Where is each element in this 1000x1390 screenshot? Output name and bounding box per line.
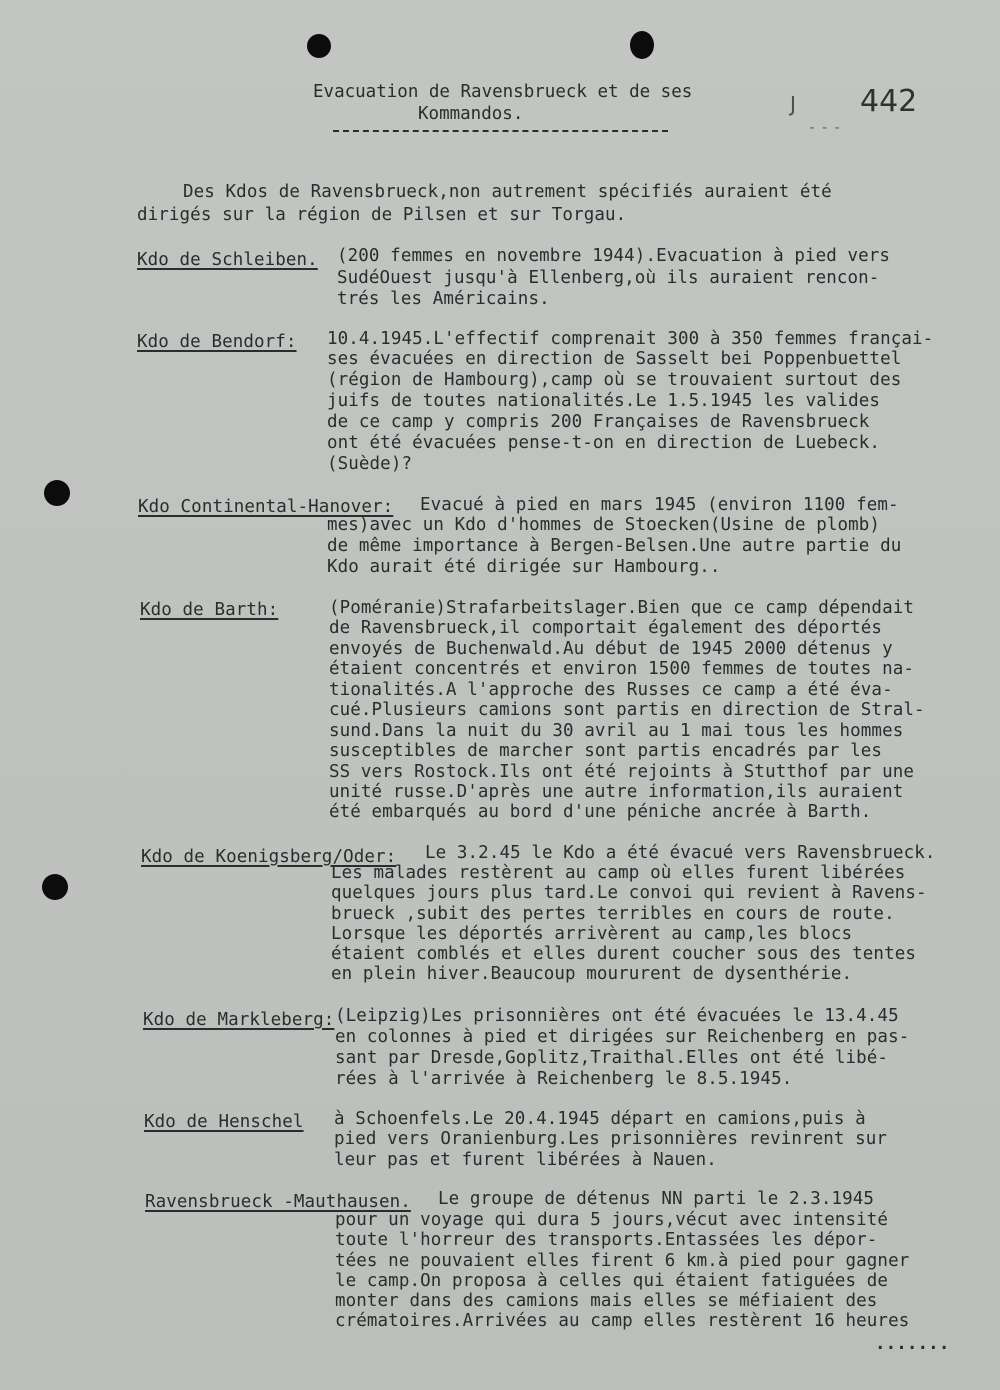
section-line: brueck ,subit des pertes terribles en cours de route. <box>331 904 895 924</box>
continuation-dots: ....... <box>875 1334 950 1354</box>
section-line: ses évacuées en direction de Sasselt bei Poppenbuettel <box>327 349 902 369</box>
section-line: tionalités.A l'approche des Russes ce camp a été éva- <box>329 680 893 700</box>
punch-hole-top-left <box>307 34 331 58</box>
section-line: (Suède)? <box>327 454 413 474</box>
section-label: Kdo Continental-Hanover: <box>138 497 394 517</box>
section-line: de ce camp y compris 200 Françaises de Ravensbrueck <box>327 412 870 432</box>
section-line: SudéOuest jusqu'à Ellenberg,où ils auraient rencon- <box>337 268 880 288</box>
section-line: sant par Dresde,Goplitz,Traithal.Elles ont été libé- <box>335 1048 889 1068</box>
section-line: Les malades restèrent au camp où elles furent libérées <box>331 863 906 883</box>
section-line: de même importance à Bergen-Belsen.Une autre partie du <box>327 536 902 556</box>
section-line: à Schoenfels.Le 20.4.1945 départ en camions,puis à <box>334 1109 866 1129</box>
section-line: (Poméranie)Strafarbeitslager.Bien que ce camp dépendait <box>329 598 914 618</box>
section-label: Kdo de Barth: <box>140 600 279 620</box>
section-line: Kdo aurait été dirigée sur Hambourg.. <box>327 557 721 577</box>
section-label: Kdo de Koenigsberg/Oder: <box>141 847 397 867</box>
section-line: en colonnes à pied et dirigées sur Reichenberg en pas- <box>335 1027 910 1047</box>
section-line: (région de Hambourg),camp où se trouvaient surtout des <box>327 370 902 390</box>
section-line: toute l'horreur des transports.Entassées les dépor- <box>335 1230 878 1250</box>
section-line: pour un voyage qui dura 5 jours,vécut avec intensité <box>335 1210 889 1230</box>
section-label: Ravensbrueck -Mauthausen. <box>145 1192 411 1212</box>
section-line: SS vers Rostock.Ils ont été rejoints à Stutthof par une <box>329 762 914 782</box>
section-line: juifs de toutes nationalités.Le 1.5.1945 les valides <box>327 391 881 411</box>
section-line: étaient concentrés et environ 1500 femmes de toutes na- <box>329 659 914 679</box>
section-line: unité russe.D'après une autre information,ils auraient <box>329 782 904 802</box>
section-line: trés les Américains. <box>337 289 550 309</box>
section-line: en plein hiver.Beaucoup moururent de dysenthérie. <box>331 964 853 984</box>
reference-dashes: --- <box>808 120 846 136</box>
section-line: monter dans des camions mais elles se méfiaient des <box>335 1291 878 1311</box>
section-line: Lorsque les déportés arrivèrent au camp,les blocs <box>331 924 853 944</box>
section-line: (200 femmes en novembre 1944).Evacuation à pied vers <box>337 246 891 266</box>
section-line: cué.Plusieurs camions sont partis en direction de Stral- <box>329 700 925 720</box>
punch-hole-top-right <box>630 31 654 59</box>
section-line: étaient comblés et elles durent coucher sous des tentes <box>331 944 916 964</box>
section-line: leur pas et furent libérées à Nauen. <box>334 1150 717 1170</box>
page-title-line1: Evacuation de Ravensbrueck et de ses <box>313 82 693 102</box>
section-line: Evacué à pied en mars 1945 (environ 1100 fem- <box>420 495 899 515</box>
reference-mark: J <box>790 92 796 116</box>
section-line: pied vers Oranienburg.Les prisonnières revinrent sur <box>334 1129 888 1149</box>
section-label: Kdo de Henschel <box>144 1112 304 1132</box>
intro-line: dirigés sur la région de Pilsen et sur Torgau. <box>137 205 627 225</box>
intro-line: Des Kdos de Ravensbrueck,non autrement spécifiés auraient été <box>183 182 832 202</box>
page-title-line2: Kommandos. <box>418 104 524 124</box>
section-line: mes)avec un Kdo d'hommes de Stoecken(Usine de plomb) <box>327 515 881 535</box>
section-line: Le groupe de détenus NN parti le 2.3.1945 <box>438 1189 875 1209</box>
section-line: de Ravensbrueck,il comportait également des déportés <box>329 618 883 638</box>
section-label: Kdo de Schleiben. <box>137 250 318 270</box>
punch-hole-left-2 <box>42 874 68 900</box>
section-line: quelques jours plus tard.Le convoi qui revient à Ravens- <box>331 883 927 903</box>
section-line: crématoires.Arrivées au camp elles restèrent 16 heures <box>335 1311 910 1331</box>
title-underline-rule <box>333 130 668 132</box>
section-line: Le 3.2.45 le Kdo a été évacué vers Ravensbrueck. <box>425 843 936 863</box>
section-line: susceptibles de marcher sont partis encadrés par les <box>329 741 883 761</box>
section-line: sund.Dans la nuit du 30 avril au 1 mai tous les hommes <box>329 721 904 741</box>
section-line: tées ne pouvaient elles firent 6 km.à pied pour gagner <box>335 1251 910 1271</box>
section-line: 10.4.1945.L'effectif comprenait 300 à 350 femmes françai- <box>327 329 934 349</box>
section-line: envoyés de Buchenwald.Au début de 1945 2000 détenus y <box>329 639 893 659</box>
reference-number: 442 <box>860 84 918 119</box>
section-line: été embarqués au bord d'une péniche ancrée à Barth. <box>329 802 872 822</box>
section-label: Kdo de Markleberg: <box>143 1010 335 1030</box>
section-line: rées à l'arrivée à Reichenberg le 8.5.1945. <box>335 1069 793 1089</box>
section-line: ont été évacuées pense-t-on en direction de Luebeck. <box>327 433 881 453</box>
punch-hole-left-1 <box>44 480 70 506</box>
section-label: Kdo de Bendorf: <box>137 332 297 352</box>
section-line: (Leipzig)Les prisonnières ont été évacuées le 13.4.45 <box>335 1006 899 1026</box>
section-line: le camp.On proposa à celles qui étaient fatiguées de <box>335 1271 889 1291</box>
